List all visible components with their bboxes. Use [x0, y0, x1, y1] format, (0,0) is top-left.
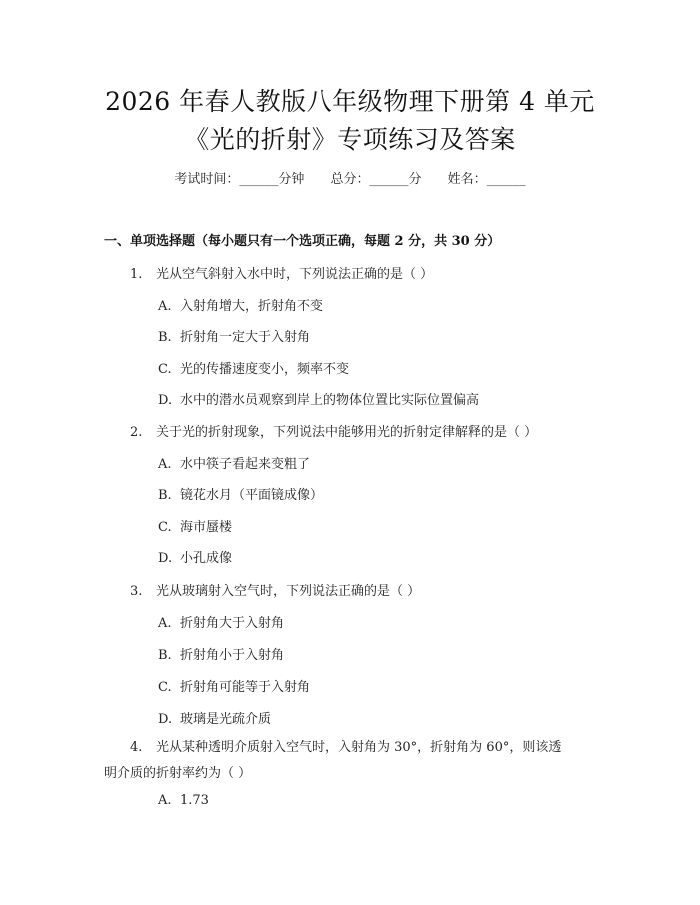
question-number: 3. [130, 584, 143, 599]
document-title-line-2: 《光的折射》专项练习及答案 [184, 125, 516, 154]
option-text: 小孔成像 [180, 551, 233, 566]
option-text: 海市蜃楼 [180, 520, 233, 535]
question-text-line-1: 光从某种透明介质射入空气时，入射角为 30°，折射角为 60°，则该透 [156, 740, 562, 755]
question-2-option-d [158, 547, 232, 566]
exam-score-field: 总分：______分 [330, 172, 422, 187]
option-letter: C. [158, 362, 172, 377]
question-text: 光从玻璃射入空气时，下列说法正确的是（ ） [156, 584, 421, 599]
option-letter: D. [158, 393, 173, 408]
option-letter: A. [158, 457, 172, 472]
question-4 [104, 735, 600, 787]
document-title-line-1: 2026 年春人教版八年级物理下册第 4 单元 [105, 87, 595, 116]
option-letter: D. [158, 712, 173, 727]
question-text: 光从空气斜射入水中时，下列说法正确的是（ ） [156, 267, 434, 282]
option-text: 水中筷子看起来变粗了 [180, 457, 311, 472]
question-2-option-a [158, 453, 310, 472]
option-text: 1.73 [180, 793, 209, 808]
question-3-option-b [158, 644, 284, 663]
section-heading: 一、单项选择题（每小题只有一个选项正确，每题 2 分，共 30 分） [104, 234, 501, 249]
question-number: 1. [130, 267, 143, 282]
question-text: 关于光的折射现象，下列说法中能够用光的折射定律解释的是（ ） [156, 425, 538, 440]
exam-time-field: 考试时间：______分钟 [174, 172, 305, 187]
option-text: 入射角增大，折射角不变 [180, 299, 324, 314]
option-letter: A. [158, 299, 172, 314]
question-text-line-2: 明介质的折射率约为（ ） [104, 766, 252, 781]
question-4-option-a [158, 793, 209, 808]
exam-info [0, 168, 700, 187]
option-text: 折射角一定大于入射角 [180, 330, 311, 345]
question-3-option-d [158, 708, 271, 727]
question-2-option-c [158, 516, 232, 535]
option-letter: B. [158, 648, 172, 663]
option-letter: B. [158, 488, 172, 503]
question-2 [130, 421, 537, 440]
question-2-option-b [158, 484, 323, 503]
question-3-option-a [158, 612, 284, 631]
question-1-option-d [158, 389, 479, 408]
question-1-option-c [158, 358, 349, 377]
option-letter: C. [158, 680, 172, 695]
option-letter: B. [158, 330, 172, 345]
option-letter: A. [158, 616, 172, 631]
exam-name-field: 姓名：______ [447, 172, 526, 187]
option-text: 镜花水月（平面镜成像） [180, 488, 324, 503]
question-3-option-c [158, 676, 310, 695]
question-1-option-b [158, 326, 310, 345]
question-number: 4. [130, 740, 143, 755]
option-text: 折射角小于入射角 [180, 648, 285, 663]
question-1 [130, 263, 433, 282]
option-letter: C. [158, 520, 172, 535]
option-text: 水中的潜水员观察到岸上的物体位置比实际位置偏高 [180, 393, 480, 408]
option-text: 折射角可能等于入射角 [180, 680, 311, 695]
question-1-option-a [158, 295, 323, 314]
question-number: 2. [130, 425, 143, 440]
option-letter: A. [158, 793, 172, 808]
question-3 [130, 580, 420, 599]
option-text: 折射角大于入射角 [180, 616, 285, 631]
option-text: 玻璃是光疏介质 [180, 712, 272, 727]
option-text: 光的传播速度变小，频率不变 [180, 362, 350, 377]
option-letter: D. [158, 551, 173, 566]
